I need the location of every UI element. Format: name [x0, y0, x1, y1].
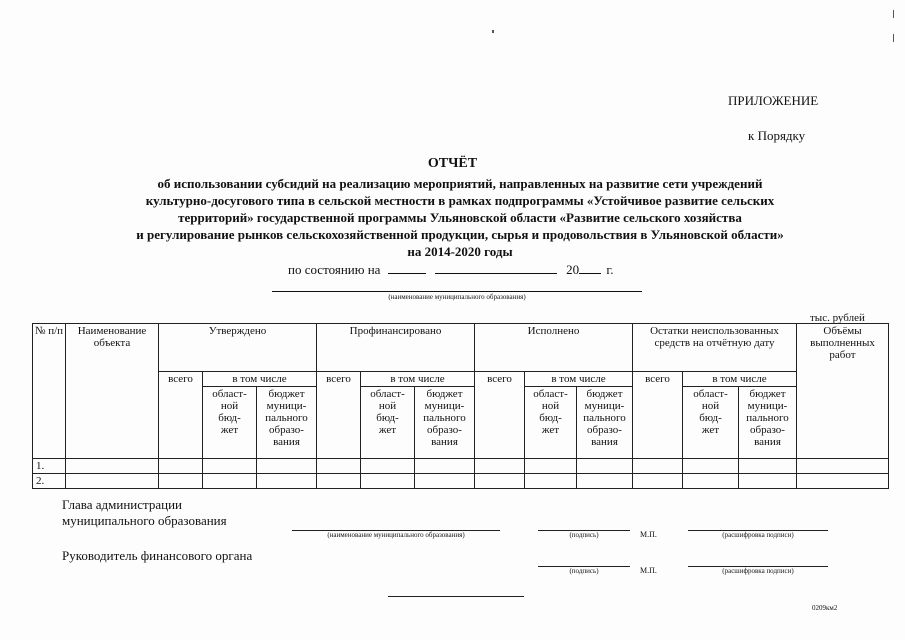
table-cell[interactable]: [475, 474, 525, 489]
col-regional-budget: област- ной бюд- жет: [683, 387, 739, 459]
col-regional-budget: област- ной бюд- жет: [525, 387, 577, 459]
table-cell[interactable]: [361, 459, 415, 474]
table-cell[interactable]: [257, 474, 317, 489]
subtitle-line: об использовании субсидий на реализацию мероприятий, направленных на развитие сети учреждений: [157, 176, 763, 191]
table-cell[interactable]: [415, 459, 475, 474]
table-cell[interactable]: [577, 474, 633, 489]
table-cell[interactable]: [525, 459, 577, 474]
scan-speck: [893, 34, 894, 42]
subtitle-line: на 2014-2020 годы: [407, 244, 513, 259]
col-regional-budget: област- ной бюд- жет: [203, 387, 257, 459]
table-row: [33, 474, 889, 489]
row-number: 1.: [33, 459, 66, 474]
col-header-volume: Объёмы выполненных работ: [797, 324, 889, 459]
table-cell[interactable]: [361, 474, 415, 489]
form-code: 0209км2: [812, 604, 838, 612]
as-of-prefix: по состоянию на: [288, 262, 381, 277]
table-cell[interactable]: [475, 459, 525, 474]
row-number: 2.: [33, 474, 66, 489]
head-admin-line2: муниципального образования: [62, 513, 227, 528]
col-regional-budget: област- ной бюд- жет: [361, 387, 415, 459]
table-cell[interactable]: [797, 474, 889, 489]
subtitle-line: культурно-досугового типа в сельской местности в рамках подпрограммы «Устойчивое развитие сельских: [145, 193, 775, 208]
col-group-approved: Утверждено: [159, 324, 317, 372]
order-label: к Порядку: [748, 128, 806, 143]
table-cell[interactable]: [739, 459, 797, 474]
table-cell[interactable]: [159, 459, 203, 474]
col-municipal-budget: бюджет муници- пального образо- вания: [257, 387, 317, 459]
col-total-executed: всего: [475, 372, 525, 459]
col-including: в том числе: [525, 372, 633, 387]
table-cell[interactable]: [317, 474, 361, 489]
col-municipal-budget: бюджет муници- пального образо- вания: [739, 387, 797, 459]
col-including: в том числе: [683, 372, 797, 387]
report-title: ОТЧЁТ: [427, 156, 478, 171]
report-table: [32, 323, 889, 489]
col-total-financed: всего: [317, 372, 361, 459]
as-of-suffix: г.: [606, 262, 614, 277]
scan-speck: [893, 10, 894, 18]
table-cell[interactable]: [257, 459, 317, 474]
muni-name-caption: (наименование муниципального образования): [327, 531, 465, 539]
table-cell[interactable]: [633, 474, 683, 489]
col-total-remainder: всего: [633, 372, 683, 459]
municipality-line[interactable]: [272, 291, 642, 292]
report-subtitle: [70, 175, 850, 260]
col-total-approved: всего: [159, 372, 203, 459]
municipality-caption: (наименование муниципального образования): [388, 293, 526, 301]
stamp-label: М.П.: [640, 566, 657, 575]
table-cell[interactable]: [66, 459, 159, 474]
decode-caption: (расшифровка подписи): [722, 567, 794, 575]
table-cell[interactable]: [66, 474, 159, 489]
table-cell[interactable]: [683, 474, 739, 489]
col-header-num: № п/п: [33, 324, 66, 459]
table-cell[interactable]: [633, 459, 683, 474]
bottom-line: [388, 596, 524, 597]
units-label: тыс. рублей: [810, 312, 865, 324]
as-of-date: [288, 261, 614, 278]
subtitle-line: территорий» государственной программы Ульяновской области «Развитие сельского хозяйства: [178, 210, 742, 225]
table-cell[interactable]: [525, 474, 577, 489]
col-including: в том числе: [203, 372, 317, 387]
table-row: [33, 459, 889, 474]
stamp-label: М.П.: [640, 530, 657, 539]
finance-head-label: Руководитель финансового органа: [62, 548, 253, 563]
table-cell[interactable]: [203, 474, 257, 489]
signature-caption: (подпись): [569, 531, 599, 539]
col-including: в том числе: [361, 372, 475, 387]
table-cell[interactable]: [159, 474, 203, 489]
col-header-name: Наименование объекта: [66, 324, 159, 459]
table-cell[interactable]: [415, 474, 475, 489]
date-day-blank[interactable]: [388, 261, 426, 274]
table-cell[interactable]: [577, 459, 633, 474]
table-cell[interactable]: [739, 474, 797, 489]
signature-caption: (подпись): [569, 567, 599, 575]
col-group-financed: Профинансировано: [317, 324, 475, 372]
col-municipal-budget: бюджет муници- пального образо- вания: [415, 387, 475, 459]
col-municipal-budget: бюджет муници- пального образо- вания: [577, 387, 633, 459]
col-group-executed: Исполнено: [475, 324, 633, 372]
table-cell[interactable]: [683, 459, 739, 474]
col-group-remainder: Остатки неиспользованных средств на отчётную дату: [633, 324, 797, 372]
table-cell[interactable]: [797, 459, 889, 474]
decode-caption: (расшифровка подписи): [722, 531, 794, 539]
table-cell[interactable]: [317, 459, 361, 474]
subtitle-line: и регулирование рынков сельскохозяйственной продукции, сырья и продовольствия в Ульяновской области»: [136, 227, 784, 242]
scan-speck: [492, 30, 494, 33]
table-cell[interactable]: [203, 459, 257, 474]
date-year-blank[interactable]: [579, 261, 601, 274]
appendix-label: ПРИЛОЖЕНИЕ: [728, 93, 819, 108]
date-month-blank[interactable]: [435, 261, 557, 274]
head-admin-line1: Глава администрации: [62, 497, 183, 512]
as-of-year: 20: [566, 262, 580, 277]
